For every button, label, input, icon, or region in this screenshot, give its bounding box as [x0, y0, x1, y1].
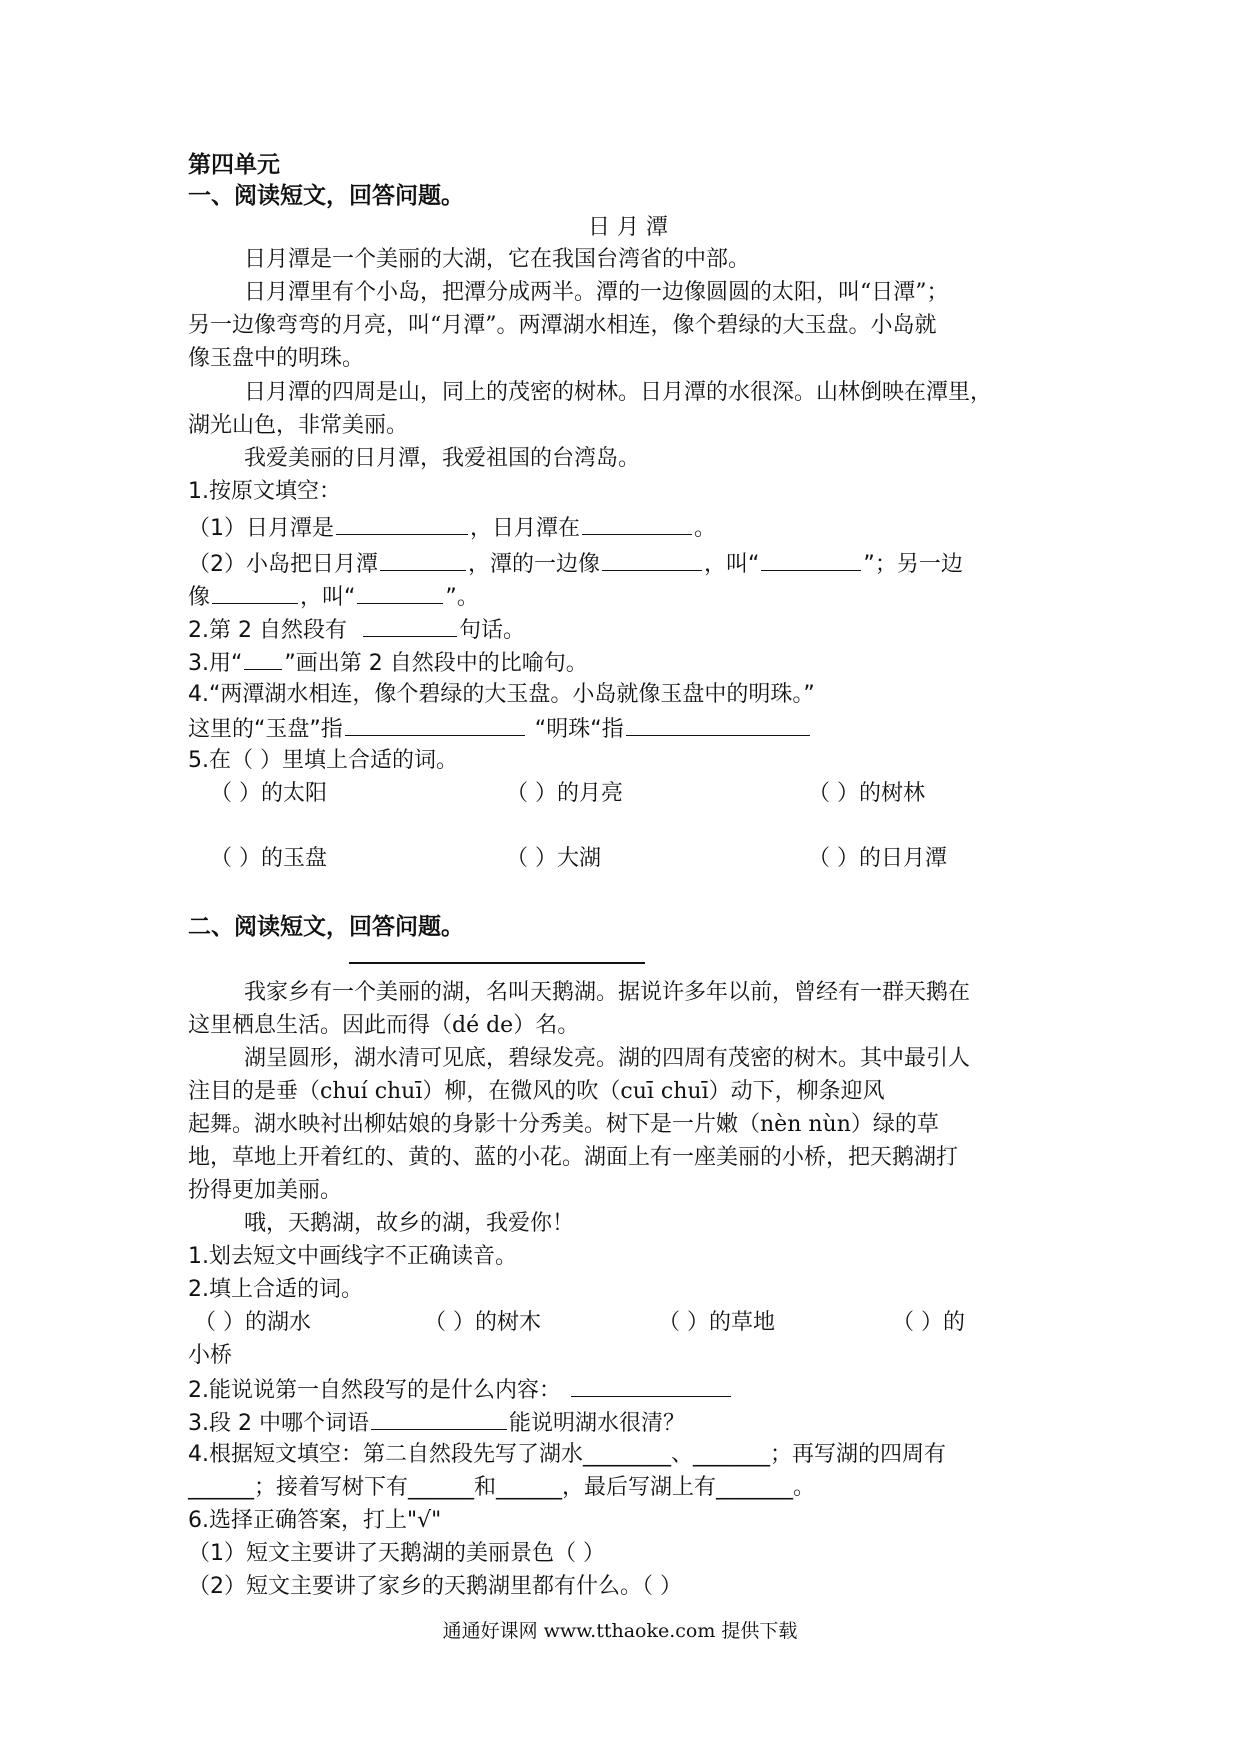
- q-text: ”。: [445, 585, 479, 610]
- s1-q5-item: （ ）的树林: [808, 781, 925, 806]
- s2-q6-option: （2）短文主要讲了家乡的天鹅湖里都有什么。（ ）: [188, 1574, 682, 1599]
- s2-q2-item: （ ）的草地: [658, 1310, 775, 1335]
- section2-heading: 二、阅读短文，回答问题。: [188, 913, 464, 940]
- answer-blank[interactable]: [336, 512, 468, 535]
- q-text: ，叫“: [704, 552, 760, 577]
- s2-q2-item: （ ）的: [892, 1310, 965, 1335]
- answer-blank[interactable]: [345, 713, 525, 736]
- s2-paragraph-line: 扮得更加美丽。: [188, 1178, 343, 1203]
- q-text: （2）小岛把日月潭: [188, 552, 378, 577]
- s2-paragraph-line: 我家乡有一个美丽的湖，名叫天鹅湖。据说许多年以前，曾经有一群天鹅在: [244, 980, 971, 1005]
- q-text: 3.用“: [188, 651, 243, 676]
- q-text: 句话。: [458, 618, 525, 643]
- s1-q1-2-cont: [188, 581, 479, 613]
- q-text: “明珠“指: [534, 717, 624, 742]
- s1-paragraph-line: 另一边像弯弯的月亮，叫“月潭”。两潭湖水相连，像个碧绿的大玉盘。小岛就: [188, 313, 937, 338]
- q-text: 能说明湖水很清？: [508, 1411, 685, 1436]
- q-text: ”；另一边: [863, 552, 963, 577]
- q-text: 3.段 2 中哪个词语: [188, 1411, 369, 1436]
- s2-paragraph-line: 注目的是垂（chuí chuī）柳，在微风的吹（cuī chuī）动下，柳条迎风: [188, 1079, 885, 1104]
- answer-blank[interactable]: [363, 614, 457, 637]
- s2-q6-option: （1）短文主要讲了天鹅湖的美丽景色（ ）: [188, 1541, 605, 1566]
- q-text: 像: [188, 585, 211, 610]
- s2-q2: 2.填上合适的词。: [188, 1277, 363, 1302]
- answer-blank[interactable]: [371, 1407, 507, 1430]
- s2-paragraph-line: 起舞。湖水映衬出柳姑娘的身影十分秀美。树下是一片嫩（nèn nùn）绿的草: [188, 1112, 939, 1137]
- s2-paragraph-line: 哦，天鹅湖，故乡的湖，我爱你！: [244, 1211, 575, 1236]
- q-text: ，潭的一边像: [468, 552, 601, 577]
- answer-blank[interactable]: [602, 548, 702, 571]
- answer-blank[interactable]: [212, 581, 298, 604]
- s2-q1: 1.划去短文中画线字不正确读音。: [188, 1244, 517, 1269]
- s2-q2-item: （ ）的树木: [424, 1310, 541, 1335]
- s1-q5-item: （ ）的玉盘: [210, 846, 327, 871]
- s2-q5-line: ______；接着写树下有______和______，最后写湖上有_______。: [188, 1475, 816, 1500]
- s1-q1-1: [188, 512, 716, 544]
- answer-blank[interactable]: [357, 581, 443, 604]
- s2-q5-line: 4.根据短文填空：第二自然段先写了湖水________、_______；再写湖的四周有: [188, 1442, 946, 1467]
- passage-title-blank[interactable]: [349, 962, 645, 964]
- s1-q4: 4.“两潭湖水相连，像个碧绿的大玉盘。小岛就像玉盘中的明珠。”: [188, 682, 815, 707]
- unit-title: 第四单元: [188, 151, 280, 178]
- passage-title: 日 月 潭: [588, 215, 668, 240]
- s2-q6: 6.选择正确答案，打上"√": [188, 1508, 442, 1533]
- s1-q5-item: （ ）的月亮: [506, 781, 623, 806]
- s1-paragraph-line: 日月潭里有个小岛，把潭分成两半。潭的一边像圆圆的太阳，叫“日潭”；: [244, 280, 949, 305]
- s1-q5-item: （ ）大湖: [506, 846, 601, 871]
- q-text: （1）日月潭是: [188, 516, 334, 541]
- s1-q1: 1.按原文填空：: [188, 479, 341, 504]
- answer-blank[interactable]: [571, 1374, 731, 1397]
- s2-q3: [188, 1374, 733, 1406]
- s1-q1-2: [188, 548, 963, 580]
- q-text: 。: [694, 516, 717, 541]
- footer-credit: 通通好课网 www.tthaoke.com 提供下载: [442, 1620, 798, 1642]
- s2-q2-item: （ ）的湖水: [194, 1310, 311, 1335]
- s1-paragraph-line: 湖光山色，非常美丽。: [188, 413, 409, 438]
- s1-q5: 5.在（ ）里填上合适的词。: [188, 748, 458, 773]
- s1-q3: [188, 647, 588, 679]
- s1-q4-answer: [188, 713, 812, 745]
- s2-paragraph-line: 地，草地上开着红的、黄的、蓝的小花。湖面上有一座美丽的小桥，把天鹅湖打: [188, 1145, 959, 1170]
- s1-q2: [188, 614, 525, 646]
- s2-q2-tail: 小桥: [188, 1343, 233, 1368]
- s1-paragraph-line: 日月潭的四周是山，同上的茂密的树林。日月潭的水很深。山林倒映在潭里，: [244, 380, 993, 405]
- underline-mark: [244, 647, 282, 670]
- s1-paragraph-line: 像玉盘中的明珠。: [188, 346, 365, 371]
- s2-paragraph-line: 这里栖息生活。因此而得（dé de）名。: [188, 1013, 580, 1038]
- q-text: 2.能说说第一自然段写的是什么内容：: [188, 1378, 561, 1403]
- answer-blank[interactable]: [380, 548, 466, 571]
- s2-q4: [188, 1407, 685, 1439]
- q-text: 2.第 2 自然段有: [188, 618, 347, 643]
- q-text: 这里的“玉盘”指: [188, 717, 343, 742]
- s1-q5-item: （ ）的太阳: [210, 781, 327, 806]
- s1-q5-item: （ ）的日月潭: [808, 846, 947, 871]
- section1-heading: 一、阅读短文，回答问题。: [188, 182, 464, 209]
- answer-blank[interactable]: [582, 512, 692, 535]
- answer-blank[interactable]: [761, 548, 861, 571]
- s1-paragraph-line: 日月潭是一个美丽的大湖，它在我国台湾省的中部。: [244, 247, 751, 272]
- s2-paragraph-line: 湖呈圆形，湖水清可见底，碧绿发亮。湖的四周有茂密的树木。其中最引人: [244, 1046, 971, 1071]
- q-text: ”画出第 2 自然段中的比喻句。: [284, 651, 588, 676]
- q-text: ，日月潭在: [470, 516, 581, 541]
- q-text: ，叫“: [300, 585, 356, 610]
- answer-blank[interactable]: [626, 713, 810, 736]
- s1-paragraph-line: 我爱美丽的日月潭，我爱祖国的台湾岛。: [244, 446, 641, 471]
